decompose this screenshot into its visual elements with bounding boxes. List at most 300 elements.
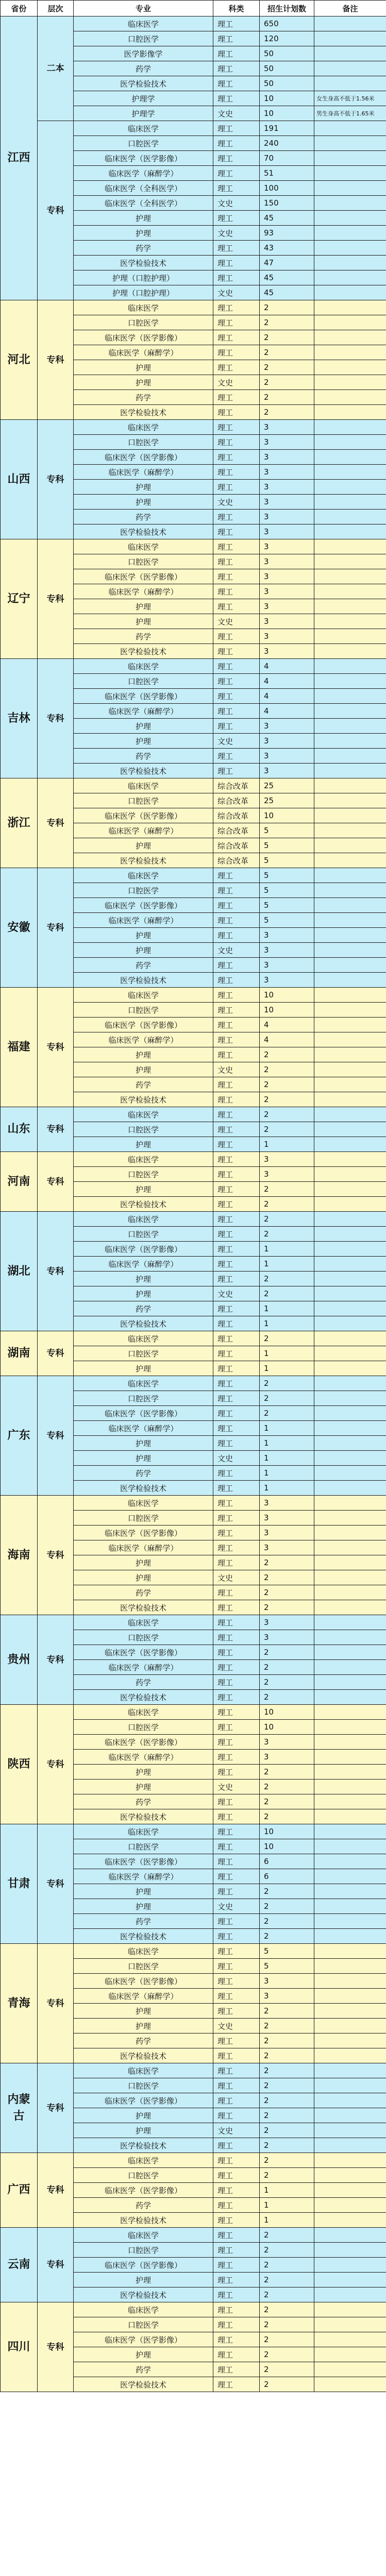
remarks-cell: [314, 1466, 386, 1481]
plan-count-cell: 3: [260, 1974, 314, 1989]
remarks-cell: [314, 1182, 386, 1197]
major-cell: 临床医学: [74, 2153, 213, 2168]
category-cell: 理工: [213, 2258, 260, 2273]
major-cell: 护理: [74, 1780, 213, 1794]
header-province: 省份: [1, 1, 38, 16]
plan-count-cell: 2: [260, 2033, 314, 2048]
major-cell: 药学: [74, 749, 213, 764]
remarks-cell: [314, 823, 386, 838]
plan-count-cell: 5: [260, 853, 314, 868]
category-cell: 理工: [213, 569, 260, 584]
major-cell: 临床医学（全科医学）: [74, 181, 213, 196]
remarks-cell: [314, 1331, 386, 1346]
major-cell: 口腔医学: [74, 1630, 213, 1645]
plan-count-cell: 2: [260, 1272, 314, 1286]
plan-count-cell: 3: [260, 1152, 314, 1167]
category-cell: 理工: [213, 2213, 260, 2228]
major-cell: 护理: [74, 1436, 213, 1451]
category-cell: 理工: [213, 1675, 260, 1690]
plan-count-cell: 3: [260, 764, 314, 778]
major-cell: 临床医学（医学影像）: [74, 450, 213, 465]
category-cell: 理工: [213, 1526, 260, 1540]
remarks-cell: [314, 315, 386, 330]
remarks-cell: [314, 480, 386, 495]
category-cell: 理工: [213, 510, 260, 524]
category-cell: 理工: [213, 1003, 260, 1018]
remarks-cell: [314, 31, 386, 46]
province-cell: 海南: [1, 1496, 38, 1615]
major-cell: 临床医学: [74, 1152, 213, 1167]
plan-count-cell: 2: [260, 2093, 314, 2108]
plan-count-cell: 1: [260, 2198, 314, 2213]
category-cell: 理工: [213, 1645, 260, 1660]
major-cell: 口腔医学: [74, 883, 213, 898]
category-cell: 理工: [213, 1869, 260, 1884]
remarks-cell: [314, 136, 386, 151]
remarks-cell: [314, 1809, 386, 1824]
major-cell: 临床医学（医学影像）: [74, 1406, 213, 1421]
table-row: [1, 1824, 386, 1839]
plan-count-cell: 10: [260, 91, 314, 106]
remarks-cell: [314, 1869, 386, 1884]
category-cell: 理工: [213, 764, 260, 778]
major-cell: 口腔医学: [74, 435, 213, 450]
remarks-cell: [314, 1720, 386, 1735]
remarks-cell: [314, 345, 386, 360]
category-cell: 理工: [213, 2138, 260, 2153]
category-cell: 理工: [213, 330, 260, 345]
major-cell: 护理学: [74, 106, 213, 121]
category-cell: 理工: [213, 1406, 260, 1421]
remarks-cell: [314, 2123, 386, 2138]
category-cell: 文史: [213, 734, 260, 749]
remarks-cell: [314, 749, 386, 764]
remarks-cell: [314, 226, 386, 241]
major-cell: 护理: [74, 1765, 213, 1780]
category-cell: 理工: [213, 554, 260, 569]
plan-count-cell: 4: [260, 1032, 314, 1047]
major-cell: 临床医学: [74, 868, 213, 883]
remarks-cell: [314, 1839, 386, 1854]
remarks-cell: [314, 1645, 386, 1660]
remarks-cell: [314, 211, 386, 226]
major-cell: 医学检验技术: [74, 2138, 213, 2153]
category-cell: 理工: [213, 539, 260, 554]
plan-count-cell: 2: [260, 1406, 314, 1421]
province-cell: 四川: [1, 2302, 38, 2392]
plan-count-cell: 2: [260, 405, 314, 420]
plan-count-cell: 1: [260, 1137, 314, 1152]
category-cell: 理工: [213, 121, 260, 136]
category-cell: 理工: [213, 1122, 260, 1137]
plan-count-cell: 650: [260, 16, 314, 31]
category-cell: 理工: [213, 1555, 260, 1570]
plan-count-cell: 2: [260, 330, 314, 345]
plan-count-cell: 2: [260, 1899, 314, 1914]
plan-count-cell: 2: [260, 300, 314, 315]
major-cell: 临床医学（医学影像）: [74, 1018, 213, 1032]
plan-count-cell: 3: [260, 599, 314, 614]
remarks-cell: 女生身高不低于1.56米: [314, 91, 386, 106]
major-cell: 医学检验技术: [74, 973, 213, 988]
remarks-cell: [314, 1361, 386, 1376]
plan-count-cell: 5: [260, 838, 314, 853]
category-cell: 理工: [213, 211, 260, 226]
remarks-cell: [314, 1824, 386, 1839]
category-cell: 理工: [213, 704, 260, 719]
major-cell: 口腔医学: [74, 2243, 213, 2258]
category-cell: 理工: [213, 719, 260, 734]
category-cell: 理工: [213, 270, 260, 285]
category-cell: 理工: [213, 435, 260, 450]
province-cell: 甘肃: [1, 1824, 38, 1944]
major-cell: 药学: [74, 241, 213, 256]
remarks-cell: [314, 1884, 386, 1899]
category-cell: 理工: [213, 61, 260, 76]
category-cell: 理工: [213, 1794, 260, 1809]
major-cell: 医学检验技术: [74, 1809, 213, 1824]
category-cell: 理工: [213, 1914, 260, 1929]
plan-count-cell: 1: [260, 1436, 314, 1451]
category-cell: 理工: [213, 2332, 260, 2347]
plan-count-cell: 25: [260, 778, 314, 793]
plan-count-cell: 3: [260, 1989, 314, 2004]
major-cell: 药学: [74, 61, 213, 76]
plan-count-cell: 2: [260, 1690, 314, 1705]
plan-count-cell: 2: [260, 1077, 314, 1092]
major-cell: 医学检验技术: [74, 764, 213, 778]
category-cell: 理工: [213, 2243, 260, 2258]
province-cell: 贵州: [1, 1615, 38, 1705]
remarks-cell: [314, 1959, 386, 1974]
major-cell: 临床医学（医学影像）: [74, 1735, 213, 1750]
category-cell: 理工: [213, 1511, 260, 1526]
plan-count-cell: 2: [260, 2362, 314, 2377]
remarks-cell: [314, 2302, 386, 2317]
plan-count-cell: 2: [260, 390, 314, 405]
major-cell: 护理: [74, 838, 213, 853]
plan-count-cell: 3: [260, 450, 314, 465]
plan-count-cell: 3: [260, 420, 314, 435]
category-cell: 理工: [213, 315, 260, 330]
remarks-cell: [314, 2108, 386, 2123]
category-cell: 理工: [213, 958, 260, 973]
remarks-cell: [314, 1914, 386, 1929]
category-cell: 文史: [213, 495, 260, 510]
plan-count-cell: 25: [260, 793, 314, 808]
category-cell: 文史: [213, 226, 260, 241]
table-row: [1, 2153, 386, 2168]
province-cell: 湖北: [1, 1212, 38, 1331]
category-cell: 理工: [213, 420, 260, 435]
plan-count-cell: 2: [260, 1570, 314, 1585]
remarks-cell: [314, 1780, 386, 1794]
plan-count-cell: 70: [260, 151, 314, 166]
category-cell: 理工: [213, 181, 260, 196]
category-cell: 理工: [213, 584, 260, 599]
remarks-cell: [314, 524, 386, 539]
remarks-cell: [314, 1511, 386, 1526]
category-cell: 理工: [213, 1242, 260, 1257]
category-cell: 理工: [213, 524, 260, 539]
category-cell: 理工: [213, 629, 260, 644]
plan-count-cell: 10: [260, 1824, 314, 1839]
remarks-cell: [314, 599, 386, 614]
category-cell: 理工: [213, 1272, 260, 1286]
remarks-cell: [314, 689, 386, 704]
remarks-cell: [314, 1660, 386, 1675]
remarks-cell: [314, 719, 386, 734]
major-cell: 药学: [74, 1466, 213, 1481]
major-cell: 药学: [74, 2362, 213, 2377]
remarks-cell: [314, 61, 386, 76]
remarks-cell: [314, 2198, 386, 2213]
category-cell: 理工: [213, 480, 260, 495]
category-cell: 理工: [213, 390, 260, 405]
plan-count-cell: 2: [260, 2258, 314, 2273]
remarks-cell: [314, 2377, 386, 2392]
major-cell: 临床医学（医学影像）: [74, 689, 213, 704]
major-cell: 口腔医学: [74, 1959, 213, 1974]
category-cell: 理工: [213, 1376, 260, 1391]
level-cell: 专科: [38, 988, 74, 1107]
table-row: [1, 659, 386, 674]
table-row: [1, 1376, 386, 1391]
category-cell: 理工: [213, 16, 260, 31]
level-cell: 专科: [38, 659, 74, 778]
remarks-cell: [314, 285, 386, 300]
level-cell: 专科: [38, 2228, 74, 2302]
major-cell: 临床医学（麻醉学）: [74, 1869, 213, 1884]
level-cell: 专科: [38, 121, 74, 300]
category-cell: 文史: [213, 2123, 260, 2138]
remarks-cell: [314, 539, 386, 554]
major-cell: 医学检验技术: [74, 524, 213, 539]
major-cell: 口腔医学: [74, 1227, 213, 1242]
plan-count-cell: 2: [260, 2243, 314, 2258]
category-cell: 理工: [213, 1301, 260, 1316]
remarks-cell: [314, 614, 386, 629]
plan-count-cell: 240: [260, 136, 314, 151]
remarks-cell: [314, 584, 386, 599]
major-cell: 医学检验技术: [74, 2377, 213, 2392]
remarks-cell: [314, 330, 386, 345]
table-header: [1, 1, 386, 16]
plan-count-cell: 5: [260, 823, 314, 838]
plan-count-cell: 1: [260, 2213, 314, 2228]
remarks-cell: [314, 16, 386, 31]
plan-count-cell: 1: [260, 1481, 314, 1496]
major-cell: 临床医学: [74, 1331, 213, 1346]
remarks-cell: [314, 913, 386, 928]
remarks-cell: [314, 1316, 386, 1331]
major-cell: 药学: [74, 390, 213, 405]
province-cell: 辽宁: [1, 539, 38, 659]
major-cell: 临床医学: [74, 420, 213, 435]
plan-count-cell: 3: [260, 1615, 314, 1630]
plan-count-cell: 2: [260, 2123, 314, 2138]
major-cell: 医学检验技术: [74, 1092, 213, 1107]
province-cell: 广东: [1, 1376, 38, 1496]
province-cell: 江西: [1, 16, 38, 300]
remarks-cell: [314, 420, 386, 435]
remarks-cell: [314, 300, 386, 315]
category-cell: 文史: [213, 375, 260, 390]
remarks-cell: [314, 2228, 386, 2243]
level-cell: 专科: [38, 1331, 74, 1376]
table-row: [1, 1107, 386, 1122]
plan-count-cell: 3: [260, 943, 314, 958]
table-row: [1, 1212, 386, 1227]
level-cell: 专科: [38, 778, 74, 868]
category-cell: 理工: [213, 1959, 260, 1974]
category-cell: 理工: [213, 2078, 260, 2093]
major-cell: 口腔医学: [74, 2168, 213, 2183]
remarks-cell: [314, 1003, 386, 1018]
plan-count-cell: 4: [260, 1018, 314, 1032]
major-cell: 临床医学: [74, 539, 213, 554]
category-cell: 理工: [213, 1660, 260, 1675]
plan-count-cell: 2: [260, 2108, 314, 2123]
major-cell: 口腔医学: [74, 315, 213, 330]
header-row: [1, 1, 386, 16]
plan-count-cell: 2: [260, 1122, 314, 1137]
remarks-cell: [314, 2093, 386, 2108]
plan-count-cell: 3: [260, 1735, 314, 1750]
major-cell: 临床医学: [74, 778, 213, 793]
category-cell: 理工: [213, 1107, 260, 1122]
province-cell: 广西: [1, 2153, 38, 2228]
category-cell: 理工: [213, 2198, 260, 2213]
category-cell: 理工: [213, 1944, 260, 1959]
plan-count-cell: 3: [260, 510, 314, 524]
remarks-cell: [314, 1346, 386, 1361]
category-cell: 理工: [213, 166, 260, 181]
major-cell: 口腔医学: [74, 1391, 213, 1406]
remarks-cell: [314, 1496, 386, 1511]
remarks-cell: [314, 181, 386, 196]
remarks-cell: [314, 674, 386, 689]
category-cell: 理工: [213, 91, 260, 106]
major-cell: 药学: [74, 1675, 213, 1690]
plan-count-cell: 2: [260, 1047, 314, 1062]
plan-count-cell: 2: [260, 1765, 314, 1780]
plan-count-cell: 3: [260, 1511, 314, 1526]
remarks-cell: [314, 2273, 386, 2287]
plan-count-cell: 5: [260, 898, 314, 913]
remarks-cell: [314, 1854, 386, 1869]
remarks-cell: [314, 1391, 386, 1406]
category-cell: 文史: [213, 1286, 260, 1301]
plan-count-cell: 2: [260, 2048, 314, 2063]
level-cell: 专科: [38, 1824, 74, 1944]
plan-count-cell: 120: [260, 31, 314, 46]
category-cell: 理工: [213, 1197, 260, 1212]
plan-count-cell: 5: [260, 1944, 314, 1959]
major-cell: 口腔医学: [74, 31, 213, 46]
remarks-cell: [314, 644, 386, 659]
major-cell: 临床医学（麻醉学）: [74, 913, 213, 928]
plan-count-cell: 2: [260, 1645, 314, 1660]
major-cell: 医学检验技术: [74, 2048, 213, 2063]
plan-count-cell: 3: [260, 554, 314, 569]
plan-count-cell: 2: [260, 2287, 314, 2302]
table-row: [1, 539, 386, 554]
table-row: [1, 778, 386, 793]
plan-count-cell: 2: [260, 2317, 314, 2332]
category-cell: 文史: [213, 2019, 260, 2033]
plan-count-cell: 2: [260, 2078, 314, 2093]
plan-count-cell: 2: [260, 2377, 314, 2392]
category-cell: 理工: [213, 2004, 260, 2019]
remarks-cell: [314, 2063, 386, 2078]
category-cell: 理工: [213, 1137, 260, 1152]
remarks-cell: [314, 465, 386, 480]
major-cell: 口腔医学: [74, 1346, 213, 1361]
major-cell: 临床医学（麻醉学）: [74, 166, 213, 181]
plan-count-cell: 47: [260, 256, 314, 270]
remarks-cell: [314, 405, 386, 420]
remarks-cell: [314, 2033, 386, 2048]
remarks-cell: [314, 1735, 386, 1750]
table-row: [1, 1944, 386, 1959]
remarks-cell: [314, 495, 386, 510]
plan-count-cell: 2: [260, 2138, 314, 2153]
plan-count-cell: 1: [260, 2183, 314, 2198]
remarks-cell: [314, 1436, 386, 1451]
plan-count-cell: 3: [260, 1167, 314, 1182]
category-cell: 理工: [213, 1630, 260, 1645]
plan-count-cell: 10: [260, 988, 314, 1003]
major-cell: 医学检验技术: [74, 1929, 213, 1944]
major-cell: 临床医学: [74, 300, 213, 315]
category-cell: 理工: [213, 2168, 260, 2183]
plan-count-cell: 2: [260, 2228, 314, 2243]
province-cell: 安徽: [1, 868, 38, 988]
province-cell: 福建: [1, 988, 38, 1107]
plan-count-cell: 2: [260, 2273, 314, 2287]
level-cell: 专科: [38, 1376, 74, 1496]
major-cell: 护理: [74, 928, 213, 943]
category-cell: 理工: [213, 450, 260, 465]
category-cell: 理工: [213, 76, 260, 91]
major-cell: 护理（口腔护理）: [74, 270, 213, 285]
plan-count-cell: 3: [260, 1496, 314, 1511]
plan-count-cell: 45: [260, 270, 314, 285]
remarks-cell: [314, 1944, 386, 1959]
category-cell: 理工: [213, 2063, 260, 2078]
remarks-cell: [314, 2362, 386, 2377]
category-cell: 理工: [213, 46, 260, 61]
remarks-cell: [314, 1929, 386, 1944]
remarks-cell: [314, 1421, 386, 1436]
province-cell: 山西: [1, 420, 38, 539]
category-cell: 理工: [213, 913, 260, 928]
category-cell: 理工: [213, 1496, 260, 1511]
major-cell: 护理: [74, 2004, 213, 2019]
major-cell: 临床医学（医学影像）: [74, 2258, 213, 2273]
category-cell: 文史: [213, 196, 260, 211]
remarks-cell: [314, 2332, 386, 2347]
table-row: [1, 16, 386, 31]
plan-count-cell: 2: [260, 1555, 314, 1570]
category-cell: 理工: [213, 1331, 260, 1346]
remarks-cell: [314, 1481, 386, 1496]
category-cell: 理工: [213, 689, 260, 704]
category-cell: 理工: [213, 1391, 260, 1406]
category-cell: 理工: [213, 2317, 260, 2332]
remarks-cell: [314, 270, 386, 285]
